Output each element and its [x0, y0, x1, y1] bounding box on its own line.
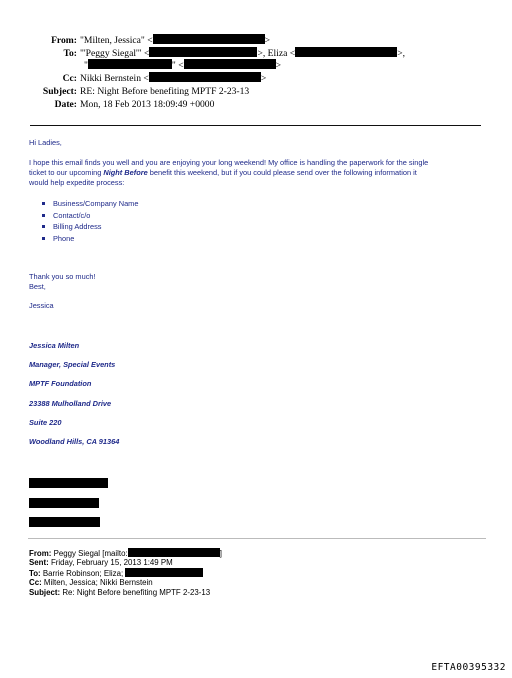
forwarded-sent-row	[29, 558, 173, 568]
header-to2-row	[0, 59, 512, 72]
fwd-subject-value: Re: Night Before benefiting MPTF 2-23-13	[62, 588, 211, 597]
fwd-from-label: From:	[29, 549, 52, 558]
bullet-icon	[42, 237, 45, 240]
header-from-row	[0, 34, 512, 47]
redaction-bar	[29, 517, 100, 527]
paragraph-line-1: I hope this email finds you well and you are enjoying your long weekend! My office is handling the paperwork for the single	[29, 158, 429, 167]
to2-b: " <	[171, 60, 184, 71]
to2-a: "	[84, 60, 88, 71]
redaction-bar	[295, 47, 397, 57]
header-cc-row	[0, 72, 512, 85]
bullet-icon	[42, 214, 45, 217]
forward-divider	[28, 538, 486, 539]
redaction-bar	[184, 59, 276, 69]
from-label: From:	[51, 35, 77, 46]
fwd-from-end: ]	[219, 549, 222, 558]
info-request-list	[40, 198, 138, 244]
redaction-bar	[125, 568, 203, 577]
fwd-sent-value: Friday, February 15, 2013 1:49 PM	[50, 558, 173, 567]
fwd-sent-label: Sent:	[29, 558, 49, 567]
cc-label: Cc:	[62, 73, 77, 84]
list-item	[40, 210, 138, 222]
redaction-bar	[29, 478, 108, 488]
close-bracket: >	[260, 73, 267, 84]
cc-value	[80, 72, 266, 85]
to-name-b: >, Eliza <	[257, 48, 296, 59]
to2-c: >	[275, 60, 282, 71]
fwd-to-value: Barrie Robinson; Eliza;	[42, 569, 124, 578]
redaction-bar	[149, 72, 261, 82]
redaction-bar	[29, 498, 99, 508]
list-item-label: Phone	[53, 233, 75, 243]
redaction-bar	[128, 548, 220, 557]
header-date-row	[0, 98, 512, 111]
to-label: To:	[63, 48, 77, 59]
list-item-label: Billing Address	[53, 222, 102, 231]
best-line: Best,	[29, 282, 46, 291]
paragraph-text: benefit this weekend, but if you could please send over the following information it	[147, 168, 417, 177]
date-label: Date:	[54, 99, 77, 110]
subject-value: RE: Night Before benefiting MPTF 2-23-13	[80, 86, 250, 97]
signature-title: Manager, Special Events	[29, 360, 116, 369]
fwd-cc-label: Cc:	[29, 578, 42, 587]
forwarded-cc-row	[29, 578, 153, 588]
cc-name: Nikki Bernstein <	[80, 73, 149, 84]
list-item-label: Contact/c/o	[53, 210, 91, 220]
fwd-to-label: To:	[29, 569, 41, 578]
close-bracket: >	[264, 35, 271, 46]
list-item	[40, 233, 138, 245]
bullet-icon	[42, 202, 45, 205]
redaction-bar	[153, 34, 265, 44]
event-name: Night Before	[103, 168, 148, 177]
to-name-a: "'Peggy Siegal'" <	[80, 48, 150, 59]
to2-value	[84, 59, 281, 72]
to-name-c: >,	[397, 48, 406, 59]
forwarded-subject-row	[29, 588, 210, 598]
bullet-icon	[42, 225, 45, 228]
subject-label: Subject:	[42, 86, 77, 97]
list-item	[40, 221, 138, 233]
body-paragraph	[29, 158, 428, 188]
fwd-cc-value: Milten, Jessica; Nikki Bernstein	[43, 578, 153, 587]
from-name: "Milten, Jessica" <	[80, 35, 153, 46]
fwd-subject-label: Subject:	[29, 588, 61, 597]
redaction-bar	[88, 59, 172, 69]
paragraph-text: ticket to our upcoming	[29, 168, 104, 177]
list-item	[40, 198, 138, 210]
signature-org: MPTF Foundation	[29, 379, 92, 388]
signature-city: Woodland Hills, CA 91364	[29, 437, 120, 446]
date-value: Mon, 18 Feb 2013 18:09:49 +0000	[80, 99, 215, 110]
header-divider	[30, 125, 481, 126]
from-value	[80, 34, 270, 47]
paragraph-line-2	[29, 168, 428, 178]
greeting: Hi Ladies,	[29, 138, 62, 147]
list-item-label: Business/Company Name	[53, 199, 139, 208]
redaction-bar	[149, 47, 257, 57]
header-subject-row	[0, 85, 512, 98]
paragraph-line-3: would help expedite process:	[29, 178, 125, 187]
thanks-line: Thank you so much!	[29, 272, 96, 281]
signature-street: 23388 Mulholland Drive	[29, 399, 112, 408]
fwd-from-value: Peggy Siegal [mailto:	[53, 549, 128, 558]
signature-suite: Suite 220	[29, 418, 62, 427]
sender-name: Jessica	[29, 301, 54, 310]
signature-name: Jessica Milten	[29, 341, 80, 350]
document-id: EFTA00395332	[431, 662, 506, 673]
